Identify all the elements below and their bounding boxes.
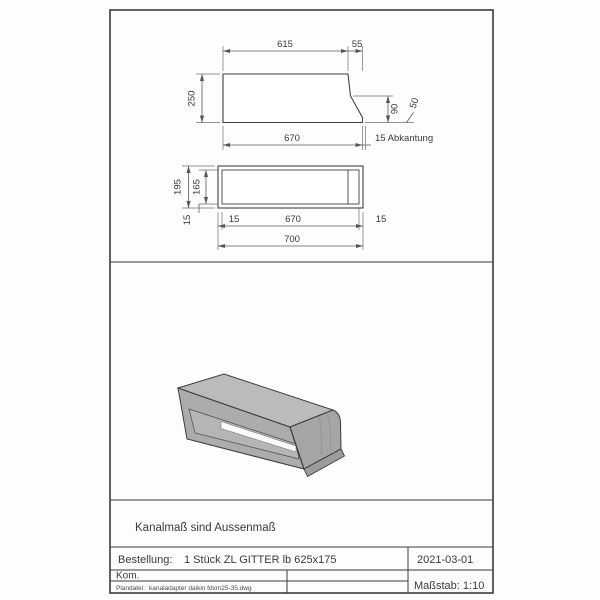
dim-90-label: 90 [389,103,401,115]
dim-15-flange-label: 15 [182,214,193,226]
order-label: Bestellung: [118,554,173,566]
dim-50-label: 50 [407,96,422,110]
dim-700-label: 700 [284,234,300,245]
dim-670-label: 670 [284,133,300,144]
file-value: kanaladapter daikin fdxm25-35.dwg [149,585,252,592]
title-block [110,547,493,593]
order-value: 1 Stück ZL GITTER lb 625x175 [184,554,337,566]
date-value: 2021-03-01 [417,554,474,566]
scale-label: Maßstab: 1:10 [414,580,485,592]
dim-250-label: 250 [186,90,198,107]
side-view [187,39,434,150]
dim-165-label: 165 [191,179,203,195]
side-view-outline [223,74,363,123]
dim-15-right-label: 15 [375,214,387,225]
kom-label: Kom. [116,570,140,582]
front-view [173,166,387,250]
file-label: Plandatei: [116,585,145,592]
front-view-outer [218,166,363,208]
dim-15-left-label: 15 [228,214,240,225]
dim-55-label: 55 [351,39,363,50]
flange-note-label: 15 Abkantung [375,133,434,144]
dim-line-50 [407,113,414,123]
dim-615-label: 615 [277,39,293,50]
dim-670-front-label: 670 [285,214,301,225]
iso-view [178,374,345,477]
dim-195-label: 195 [172,179,184,195]
note-section [135,522,276,534]
note-text: Kanalmaß sind Aussenmaß [135,522,276,534]
